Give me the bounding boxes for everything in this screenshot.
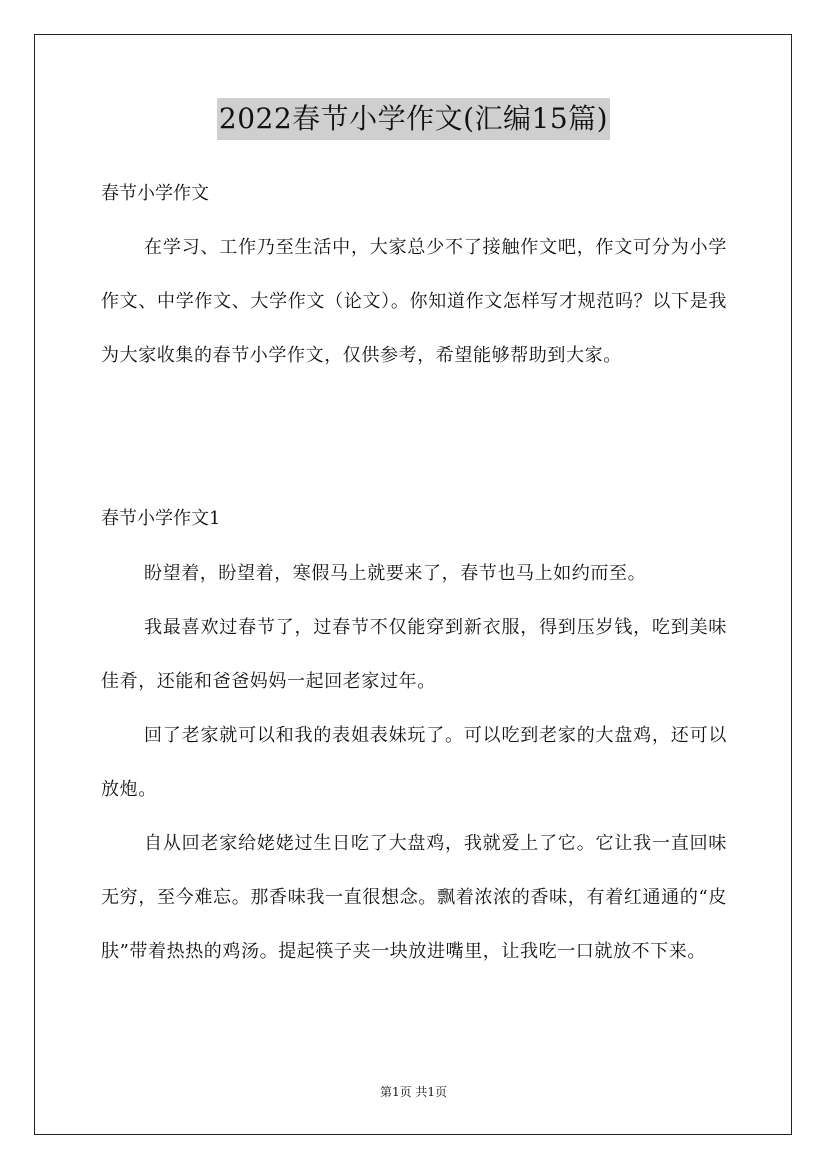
intro-heading: 春节小学作文	[101, 183, 209, 204]
document-title: 2022春节小学作文(汇编15篇)	[217, 98, 610, 140]
intro-paragraph: 在学习、工作乃至生活中，大家总少不了接触作文吧，作文可分为小学作文、中学作文、大学作文（论文）。你知道作文怎样写才规范吗？以下是我为大家收集的春节小学作文，仅供参考，希望能够帮助到大家。	[101, 237, 727, 366]
section1-heading: 春节小学作文1	[101, 508, 221, 529]
section1-paragraph-1: 盼望着，盼望着，寒假马上就要来了，春节也马上如约而至。	[144, 563, 647, 584]
section1-paragraph-2: 我最喜欢过春节了，过春节不仅能穿到新衣服，得到压岁钱，吃到美味佳肴，还能和爸爸妈妈一起回老家过年。	[101, 617, 727, 692]
title-container	[0, 98, 827, 140]
section1-paragraph-3: 回了老家就可以和我的表姐表妹玩了。可以吃到老家的大盘鸡，还可以放炮。	[101, 725, 727, 800]
page-footer: 第1页 共1页	[379, 1085, 448, 1099]
section1-paragraph-4: 自从回老家给姥姥过生日吃了大盘鸡，我就爱上了它。它让我一直回味无穷，至今难忘。那香味我一直很想念。飘着浓浓的香味，有着红通通的“皮肤”带着热热的鸡汤。提起筷子夹一块放进嘴里，让我吃一口就放不下来。	[101, 833, 727, 962]
